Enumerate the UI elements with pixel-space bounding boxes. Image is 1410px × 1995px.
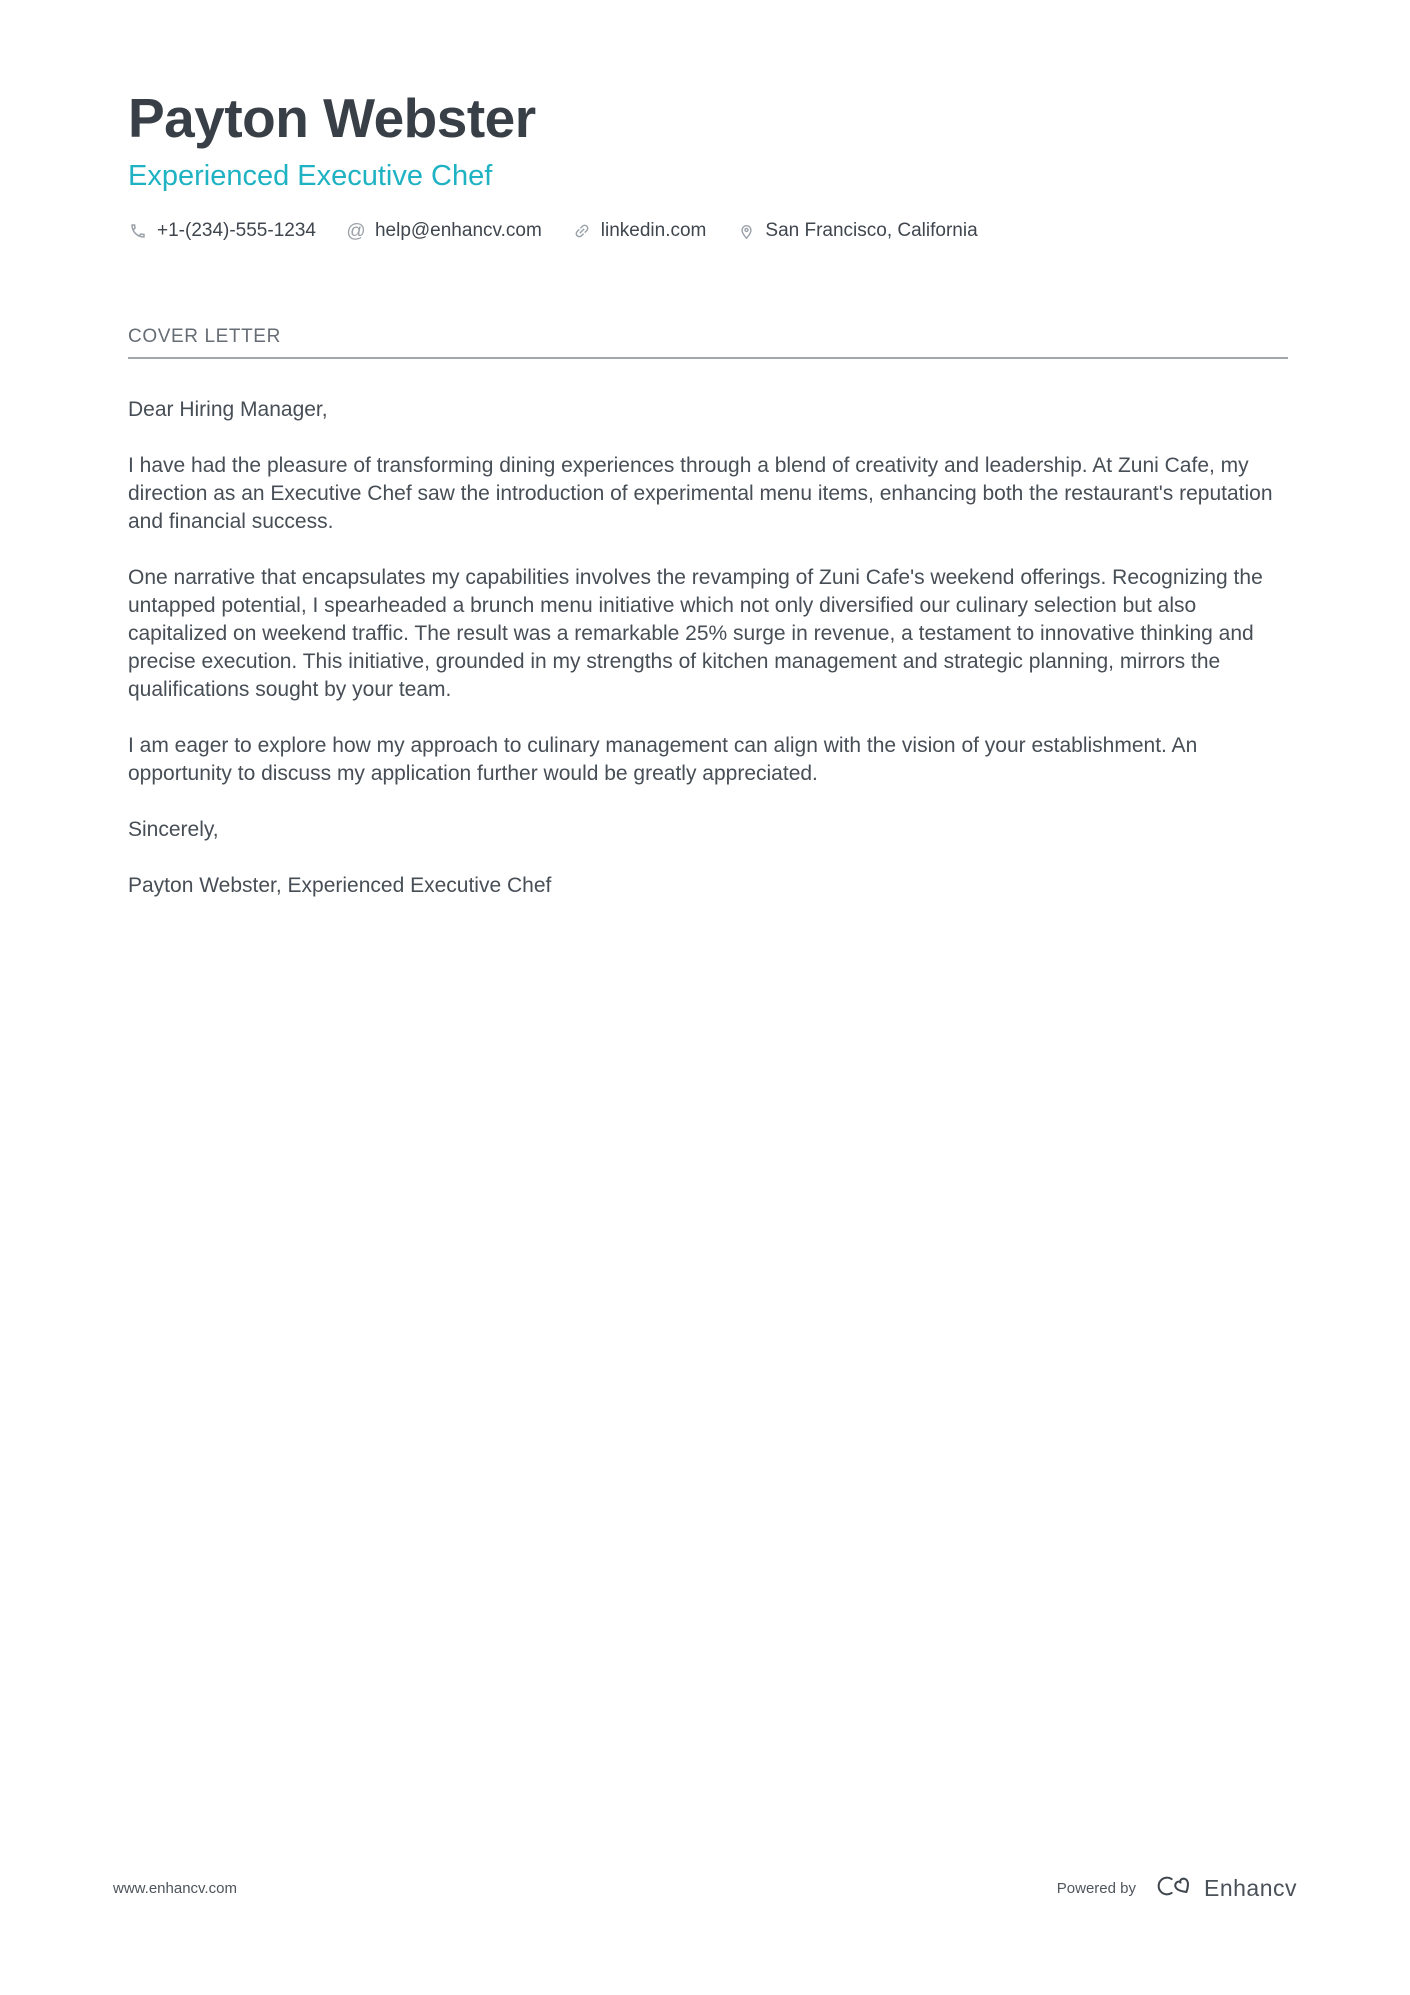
link-icon (572, 221, 592, 241)
job-title: Experienced Executive Chef (128, 159, 493, 192)
enhancv-logo-icon (1152, 1872, 1196, 1905)
contact-phone[interactable] (128, 220, 316, 242)
contact-link-text: linkedin.com (600, 220, 707, 242)
enhancv-brand-link[interactable] (1152, 1872, 1297, 1905)
contact-location-text: San Francisco, California (765, 220, 978, 242)
signature: Payton Webster, Experienced Executive Chef (128, 874, 552, 898)
contact-phone-text: +1-(234)-555-1234 (157, 220, 316, 242)
section-divider (128, 357, 1288, 359)
paragraph-1: I have had the pleasure of transforming dining experiences through a blend of creativity and leadership. At Zuni Cafe, my direction as an Executive Chef saw the introduction of experimental menu items, enhancing both the restaurant's reputation and financial success. (128, 454, 1273, 534)
powered-by-label: Powered by (1056, 1880, 1136, 1897)
page-title: Payton Webster (128, 87, 536, 149)
contact-email-text: help@enhancv.com (374, 220, 542, 242)
page-content (0, 0, 1410, 900)
paragraph-2: One narrative that encapsulates my capabilities involves the revamping of Zuni Cafe's weekend offerings. Recognizing the untapped potential, I spearheaded a brunch menu initiative which not only diversified our culinary selection but also capitalized on weekend traffic. The result was a remarkable 25% surge in revenue, a testament to innovative thinking and precise execution. This initiative, grounded in my strengths of kitchen management and strategic planning, mirrors the qualifications sought by your team. (128, 566, 1263, 702)
location-pin-icon (736, 221, 756, 241)
powered-by (1057, 1872, 1297, 1905)
section-label: COVER LETTER (128, 326, 281, 348)
letter-body (128, 396, 1288, 900)
at-icon: @ (346, 220, 366, 242)
contact-location (736, 220, 977, 242)
closing: Sincerely, (128, 818, 219, 842)
phone-icon (128, 221, 148, 241)
contact-email[interactable] (346, 220, 542, 242)
page-footer (113, 1872, 1297, 1905)
contact-link[interactable] (572, 220, 707, 242)
enhancv-brand-name: Enhancv (1203, 1875, 1297, 1901)
website-link[interactable]: www.enhancv.com (113, 1880, 237, 1897)
paragraph-3: I am eager to explore how my approach to culinary management can align with the vision of your establishment. An opportunity to discuss my application further would be greatly appreciated. (128, 734, 1198, 786)
contact-row (128, 220, 1288, 242)
salutation: Dear Hiring Manager, (128, 398, 328, 422)
